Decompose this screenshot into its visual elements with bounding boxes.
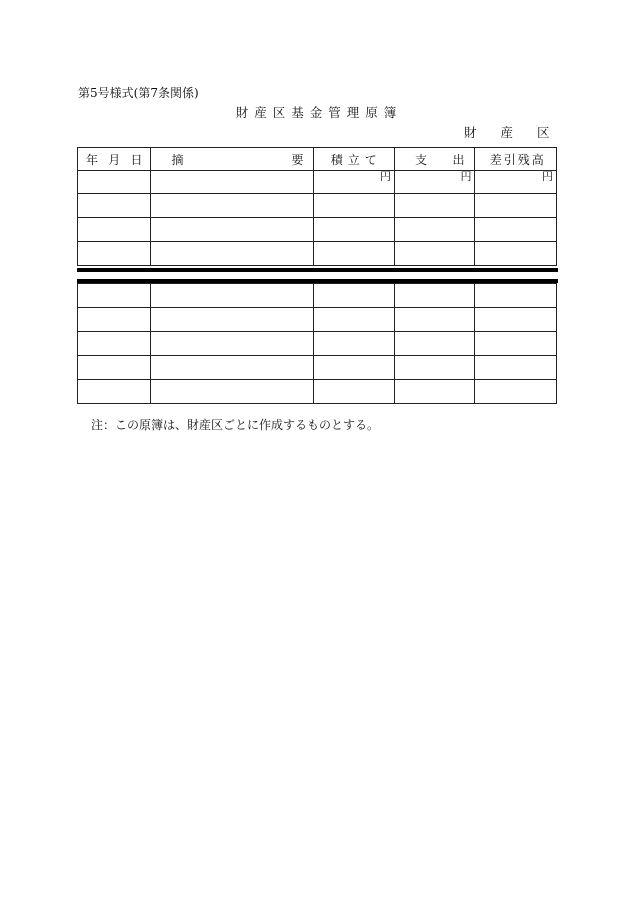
cell-description[interactable]	[151, 356, 314, 380]
table-row	[78, 171, 557, 194]
cell-description[interactable]	[151, 380, 314, 404]
break-line-upper	[77, 268, 558, 272]
cell-balance[interactable]	[475, 284, 557, 308]
cell-payment[interactable]	[394, 308, 475, 332]
cell-balance[interactable]	[475, 356, 557, 380]
table-row	[78, 242, 557, 266]
cell-deposit[interactable]	[314, 308, 395, 332]
table-row	[78, 308, 557, 332]
cell-balance[interactable]	[475, 332, 557, 356]
form-number-label: 第5号様式(第7条関係)	[78, 86, 199, 100]
cell-payment[interactable]	[394, 332, 475, 356]
cell-date[interactable]	[78, 284, 151, 308]
cell-balance[interactable]	[475, 171, 557, 194]
cell-deposit[interactable]	[314, 242, 395, 266]
table-row	[78, 284, 557, 308]
yen-unit-label: 円	[379, 170, 391, 183]
cell-payment[interactable]	[394, 242, 475, 266]
cell-description[interactable]	[151, 242, 314, 266]
cell-date[interactable]	[78, 308, 151, 332]
cell-payment[interactable]	[394, 218, 475, 242]
header-payment: 支 出	[394, 148, 475, 171]
cell-date[interactable]	[78, 218, 151, 242]
yen-unit-label: 円	[542, 170, 553, 183]
table-row	[78, 332, 557, 356]
cell-balance[interactable]	[475, 242, 557, 266]
ledger-table-top	[77, 147, 557, 266]
ledger-header-row	[78, 148, 557, 171]
header-balance: 差引残高	[475, 148, 557, 171]
cell-deposit[interactable]	[314, 284, 395, 308]
cell-date[interactable]	[78, 380, 151, 404]
cell-deposit[interactable]	[314, 171, 395, 194]
cell-date[interactable]	[78, 171, 151, 194]
cell-description[interactable]	[151, 284, 314, 308]
cell-payment[interactable]	[394, 356, 475, 380]
footnote: 注：この原簿は、財産区ごとに作成するものとする。	[91, 418, 380, 432]
header-deposit: 積立て	[314, 148, 395, 171]
cell-balance[interactable]	[475, 308, 557, 332]
document-title: 財産区基金管理原簿	[235, 105, 403, 120]
cell-balance[interactable]	[475, 194, 557, 218]
ledger-table-bottom	[77, 283, 557, 404]
cell-balance[interactable]	[475, 218, 557, 242]
cell-payment[interactable]	[394, 380, 475, 404]
table-row	[78, 380, 557, 404]
cell-description[interactable]	[151, 308, 314, 332]
cell-deposit[interactable]	[314, 332, 395, 356]
cell-deposit[interactable]	[314, 380, 395, 404]
cell-date[interactable]	[78, 356, 151, 380]
cell-description[interactable]	[151, 218, 314, 242]
cell-description[interactable]	[151, 171, 314, 194]
cell-payment[interactable]	[394, 194, 475, 218]
cell-deposit[interactable]	[314, 218, 395, 242]
header-description: 摘 要	[151, 148, 314, 171]
district-label: 財 産 区	[464, 125, 560, 140]
table-row	[78, 194, 557, 218]
cell-payment[interactable]	[394, 171, 475, 194]
cell-deposit[interactable]	[314, 356, 395, 380]
cell-balance[interactable]	[475, 380, 557, 404]
cell-date[interactable]	[78, 242, 151, 266]
cell-deposit[interactable]	[314, 194, 395, 218]
cell-date[interactable]	[78, 194, 151, 218]
yen-unit-label: 円	[460, 170, 472, 183]
table-row	[78, 218, 557, 242]
cell-description[interactable]	[151, 332, 314, 356]
cell-payment[interactable]	[394, 284, 475, 308]
table-row	[78, 356, 557, 380]
cell-date[interactable]	[78, 332, 151, 356]
cell-description[interactable]	[151, 194, 314, 218]
header-date: 年 月 日	[78, 148, 151, 171]
